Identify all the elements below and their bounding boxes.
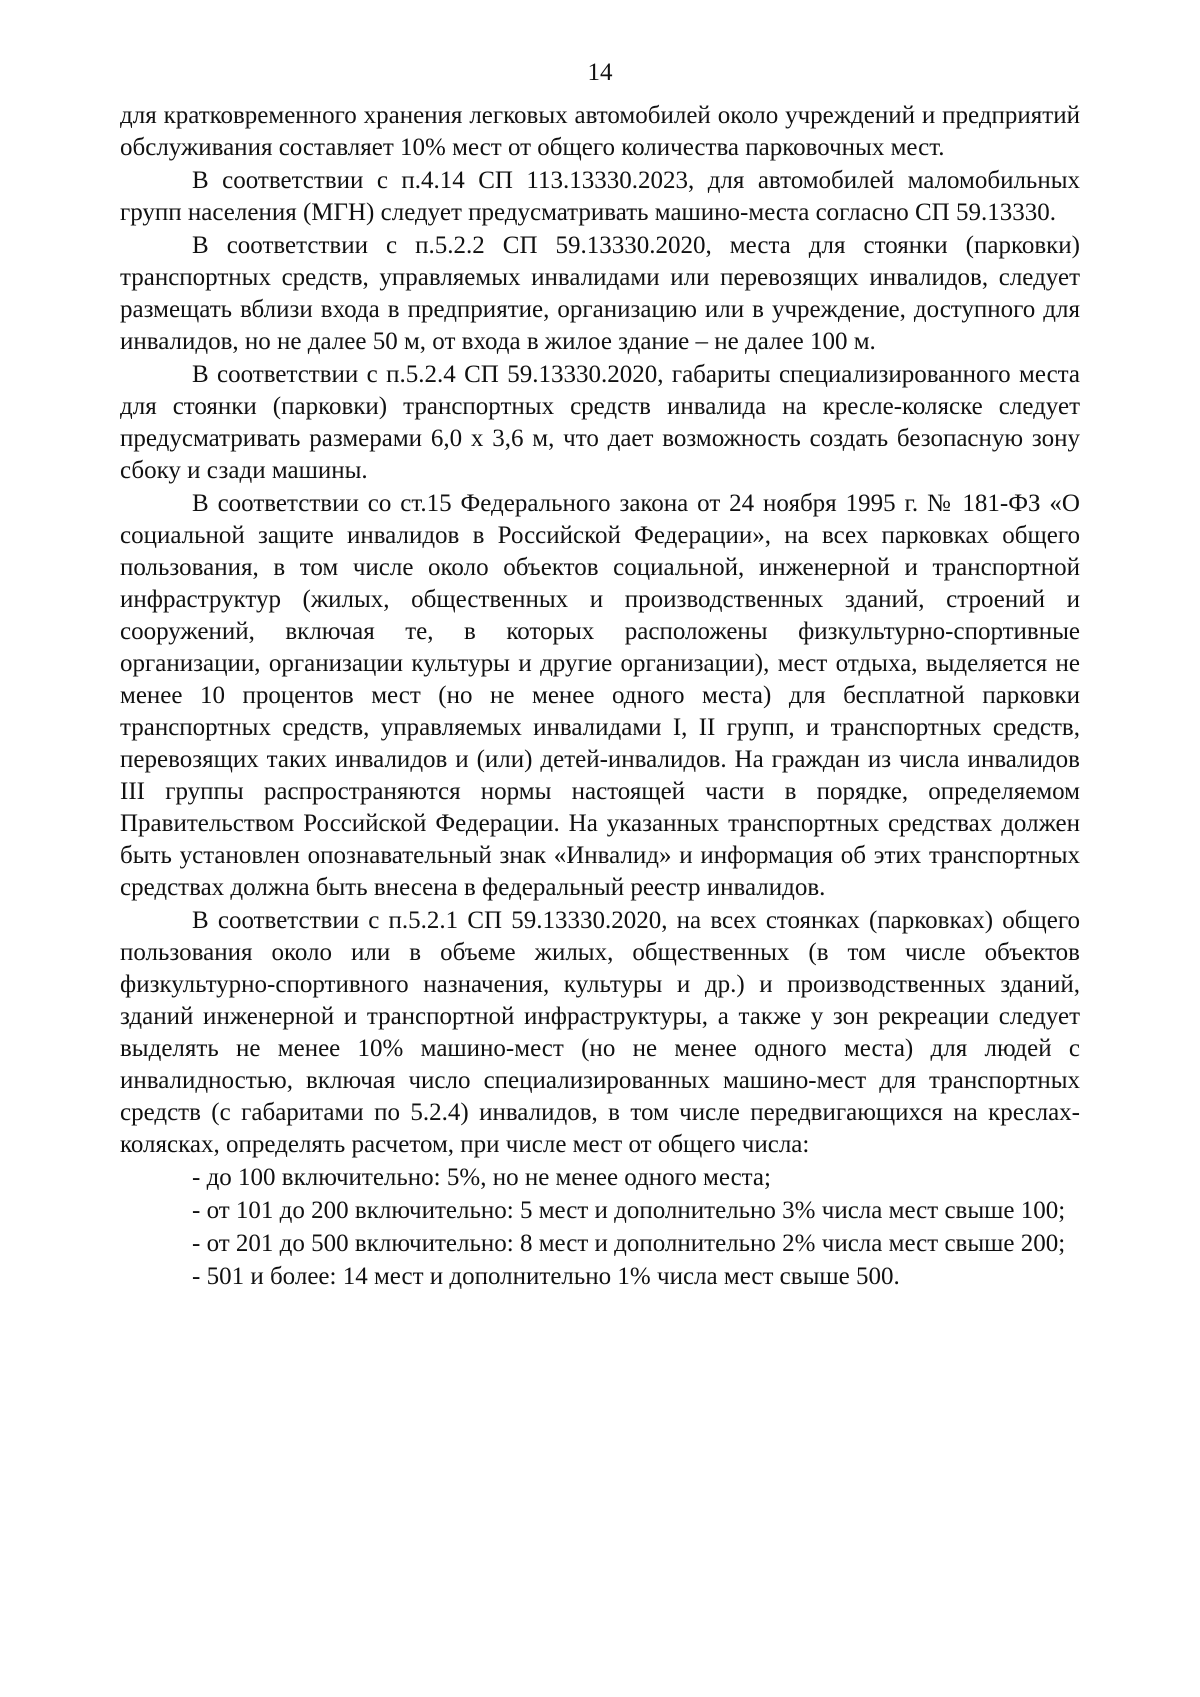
document-body [120,100,1080,1294]
list-item-201-500: - от 201 до 500 включительно: 8 мест и дополнительно 2% числа мест свыше 200; [192,1230,1066,1257]
paragraph-sp59-5-2-4: В соответствии с п.5.2.4 СП 59.13330.2020, габариты специализированного места для стоянки (парковки) транспортных средств инвалида на кресле-коляске следует предусматривать размерами 6,0 х 3,6 м, что дает возможность создать безопасную зону сбоку и сзади машины. [120,361,1080,484]
paragraph-federal-law-181: В соответствии со ст.15 Федерального закона от 24 ноября 1995 г. № 181-ФЗ «О социальной защите инвалидов в Российской Федерации», на всех парковках общего пользования, в том числе около объектов социальной, инженерной и транспортной инфраструктур (жилых, общественных и производственных зданий, строений и сооружений, включая те, в которых расположены физкультурно-спортивные организации, организации культуры и другие организации), мест отдыха, выделяется не менее 10 процентов мест (но не менее одного места) для бесплатной парковки транспортных средств, управляемых инвалидами I, II групп, и транспортных средств, перевозящих таких инвалидов и (или) детей-инвалидов. На граждан из числа инвалидов III группы распространяются нормы настоящей части в порядке, определяемом Правительством Российской Федерации. На указанных транспортных средствах должен быть установлен опознавательный знак «Инвалид» и информация об этих транспортных средствах должна быть внесена в федеральный реестр инвалидов. [120,490,1080,901]
paragraph-sp59-5-2-1: В соответствии с п.5.2.1 СП 59.13330.2020, на всех стоянках (парковках) общего пользования около или в объеме жилых, общественных (в том числе объектов физкультурно-спортивного назначения, культуры и др.) и производственных зданий, зданий инженерной и транспортной инфраструктуры, а также у зон рекреации следует выделять не менее 10% машино-мест (но не менее одного места) для людей с инвалидностью, включая число специализированных машино-мест для транспортных средств (с габаритами по 5.2.4) инвалидов, в том числе передвигающихся на креслах-колясках, определять расчетом, при числе мест от общего числа: [120,907,1080,1158]
page-number: 14 [587,59,613,86]
paragraph-sp113: В соответствии с п.4.14 СП 113.13330.2023, для автомобилей маломобильных групп населения (МГН) следует предусматривать машино-места согласно СП 59.13330. [120,167,1080,226]
list-item-up-to-100: - до 100 включительно: 5%, но не менее одного места; [192,1164,771,1191]
list-item-501-plus: - 501 и более: 14 мест и дополнительно 1% числа мест свыше 500. [192,1263,900,1290]
paragraph-continuation: для кратковременного хранения легковых автомобилей около учреждений и предприятий обслуживания составляет 10% мест от общего количества парковочных мест. [120,102,1080,161]
paragraph-sp59-5-2-2: В соответствии с п.5.2.2 СП 59.13330.2020, места для стоянки (парковки) транспортных средств, управляемых инвалидами или перевозящих инвалидов, следует размещать вблизи входа в предприятие, организацию или в учреждение, доступного для инвалидов, но не далее 50 м, от входа в жилое здание – не далее 100 м. [120,232,1080,355]
list-item-101-200: - от 101 до 200 включительно: 5 мест и дополнительно 3% числа мест свыше 100; [192,1197,1066,1224]
